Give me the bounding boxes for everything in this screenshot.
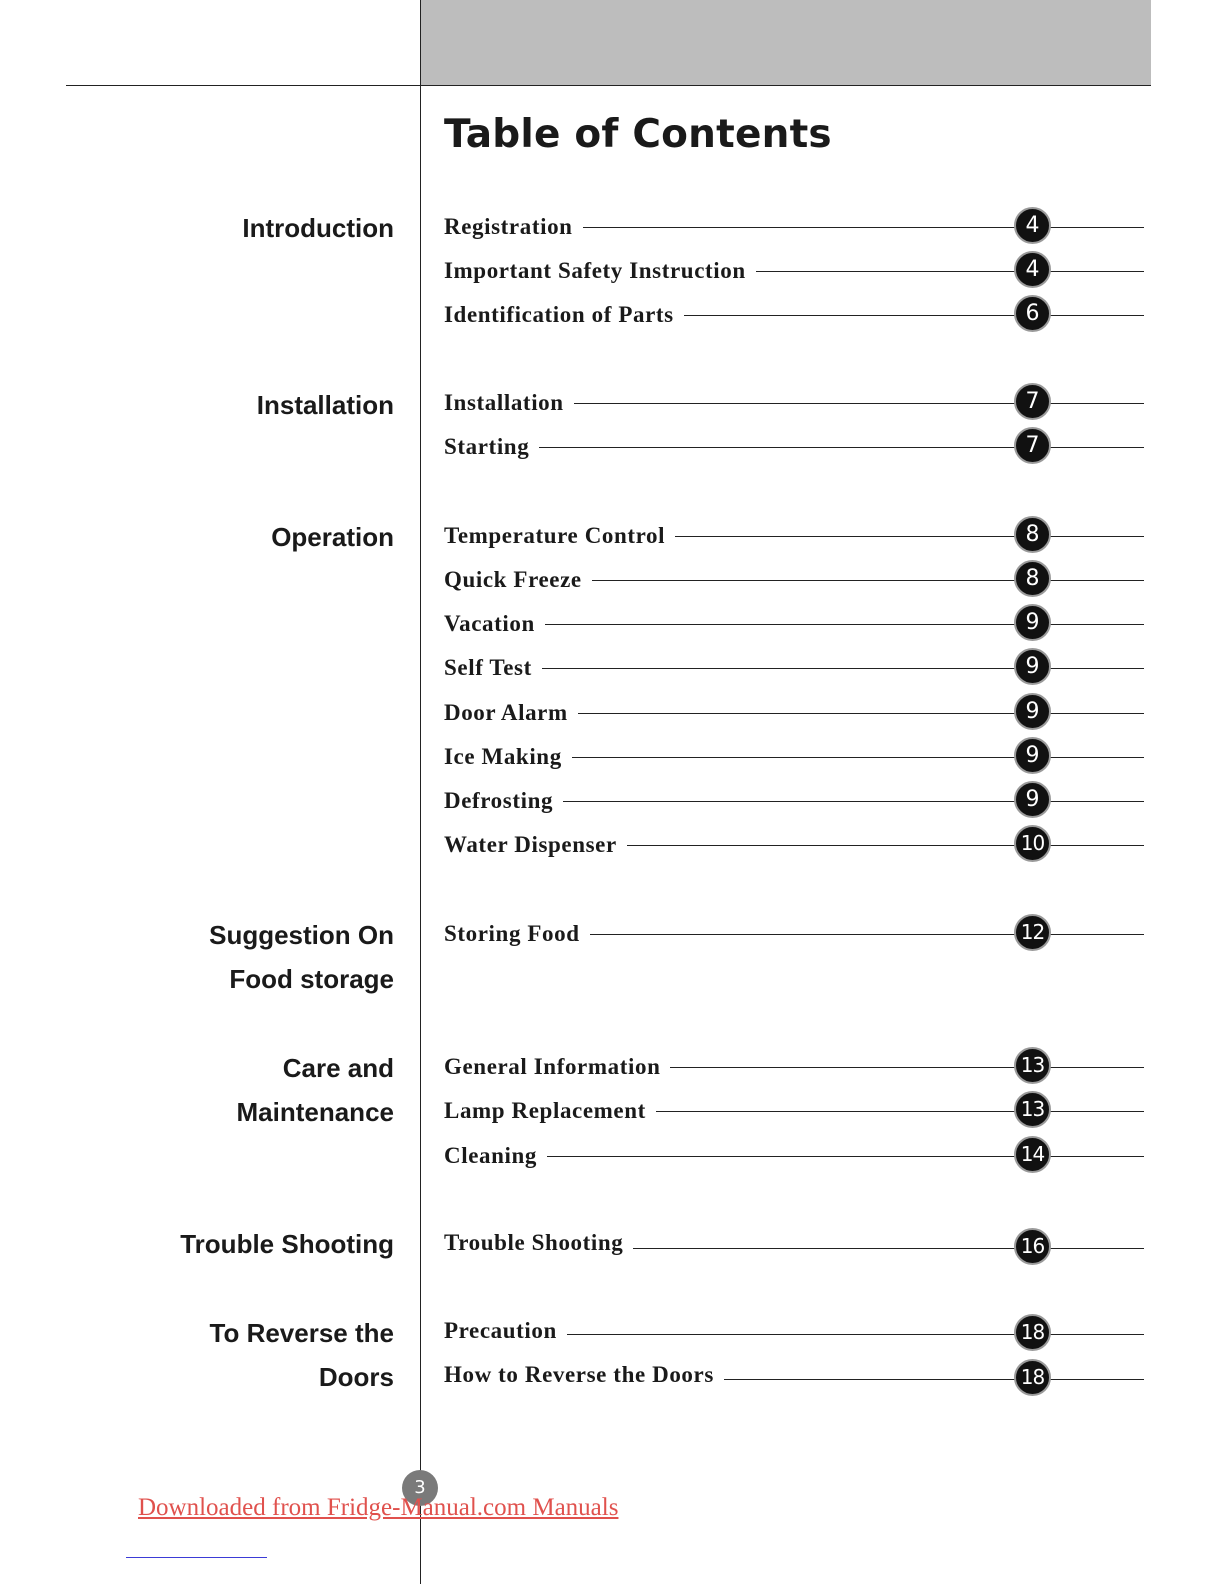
section-heading-line: Food storage [229,964,394,994]
toc-entry-label: Water Dispenser [444,825,627,865]
page-number: 3 [402,1470,438,1506]
toc-entry-label: Identification of Parts [444,295,684,335]
toc-entry-lamp-replacement[interactable] [444,1091,1144,1131]
section-heading-line: Introduction [242,213,394,243]
section-heading-introduction [54,206,394,250]
toc-entry-cleaning[interactable] [444,1136,1144,1176]
page-number-badge: 6 [1014,295,1051,332]
toc-entry-label: Important Safety Instruction [444,251,756,291]
section-heading-line: Trouble Shooting [180,1229,394,1259]
page-number-badge: 12 [1014,914,1051,951]
toc-entry-door-alarm[interactable] [444,693,1144,733]
toc-entry-label: Installation [444,383,574,423]
header-band [420,0,1151,86]
section-heading-operation [54,515,394,559]
toc-entry-label: General Information [444,1047,670,1087]
section-heading-food-storage [54,913,394,1001]
page-title: Table of Contents [444,112,832,157]
toc-entry-starting[interactable] [444,427,1144,467]
page-number-badge: 4 [1014,251,1051,288]
toc-entry-storing-food[interactable] [444,914,1144,954]
toc-entry-label: Lamp Replacement [444,1091,656,1131]
section-heading-reverse-doors [54,1311,394,1399]
toc-entry-label: Trouble Shooting [444,1223,633,1263]
toc-entry-installation[interactable] [444,383,1144,423]
section-heading-line: Care and [282,1053,394,1083]
page-number-badge: 4 [1014,207,1051,244]
toc-entry-identification[interactable] [444,295,1144,335]
section-heading-line: Installation [256,390,394,420]
toc-entry-ice-making[interactable] [444,737,1144,777]
toc-entry-vacation[interactable] [444,604,1144,644]
section-heading-line: To Reverse the [209,1318,394,1348]
link-underline [126,1557,267,1558]
page-number-badge: 13 [1014,1047,1051,1084]
page-number-badge: 9 [1014,693,1051,730]
toc-entry-precaution[interactable] [444,1314,1144,1354]
toc-entry-water-dispenser[interactable] [444,825,1144,865]
section-heading-installation [54,383,394,427]
toc-entry-label: Temperature Control [444,516,675,556]
section-heading-line: Maintenance [236,1097,394,1127]
page-number-badge: 9 [1014,781,1051,818]
toc-entry-label: Defrosting [444,781,563,821]
page-number-badge: 18 [1014,1314,1051,1351]
page-number-badge: 8 [1014,516,1051,553]
toc-entry-label: Cleaning [444,1136,547,1176]
toc-entry-label: How to Reverse the Doors [444,1355,724,1395]
toc-entry-label: Door Alarm [444,693,578,733]
page-number-badge: 10 [1014,825,1051,862]
toc-entry-safety[interactable] [444,251,1144,291]
toc-entry-label: Quick Freeze [444,560,592,600]
toc-entry-label: Ice Making [444,737,572,777]
toc-entry-reverse-doors[interactable] [444,1359,1144,1399]
section-heading-line: Doors [318,1362,394,1392]
page-number-badge: 13 [1014,1091,1051,1128]
toc-entry-label: Starting [444,427,539,467]
page-number-badge: 14 [1014,1136,1051,1173]
toc-entry-registration[interactable] [444,207,1144,247]
toc-entry-label: Precaution [444,1311,567,1351]
toc-entry-temperature-control[interactable] [444,516,1144,556]
section-heading-trouble-shooting [54,1222,394,1266]
header-rule [66,85,1151,86]
download-source-link[interactable]: Downloaded from Fridge-Manual.com Manuals [138,1494,619,1521]
toc-entry-label: Registration [444,207,583,247]
toc-entry-label: Self Test [444,648,542,688]
page-number-badge: 9 [1014,604,1051,641]
page-number-badge: 7 [1014,383,1051,420]
toc-entry-quick-freeze[interactable] [444,560,1144,600]
toc-entry-label: Vacation [444,604,545,644]
section-heading-line: Operation [271,522,394,552]
toc-entry-label: Storing Food [444,914,590,954]
page-number-badge: 16 [1014,1228,1051,1265]
toc-entry-self-test[interactable] [444,648,1144,688]
section-heading-care-maintenance [54,1046,394,1134]
column-divider [420,0,421,1584]
page-number-badge: 8 [1014,560,1051,597]
section-heading-line: Suggestion On [209,920,394,950]
page-number-badge: 9 [1014,737,1051,774]
toc-entry-general-information[interactable] [444,1047,1144,1087]
toc-entry-defrosting[interactable] [444,781,1144,821]
toc-entry-trouble-shooting[interactable] [444,1228,1144,1268]
page-number-badge: 18 [1014,1359,1051,1396]
page-number-badge: 9 [1014,648,1051,685]
page-number-badge: 7 [1014,427,1051,464]
